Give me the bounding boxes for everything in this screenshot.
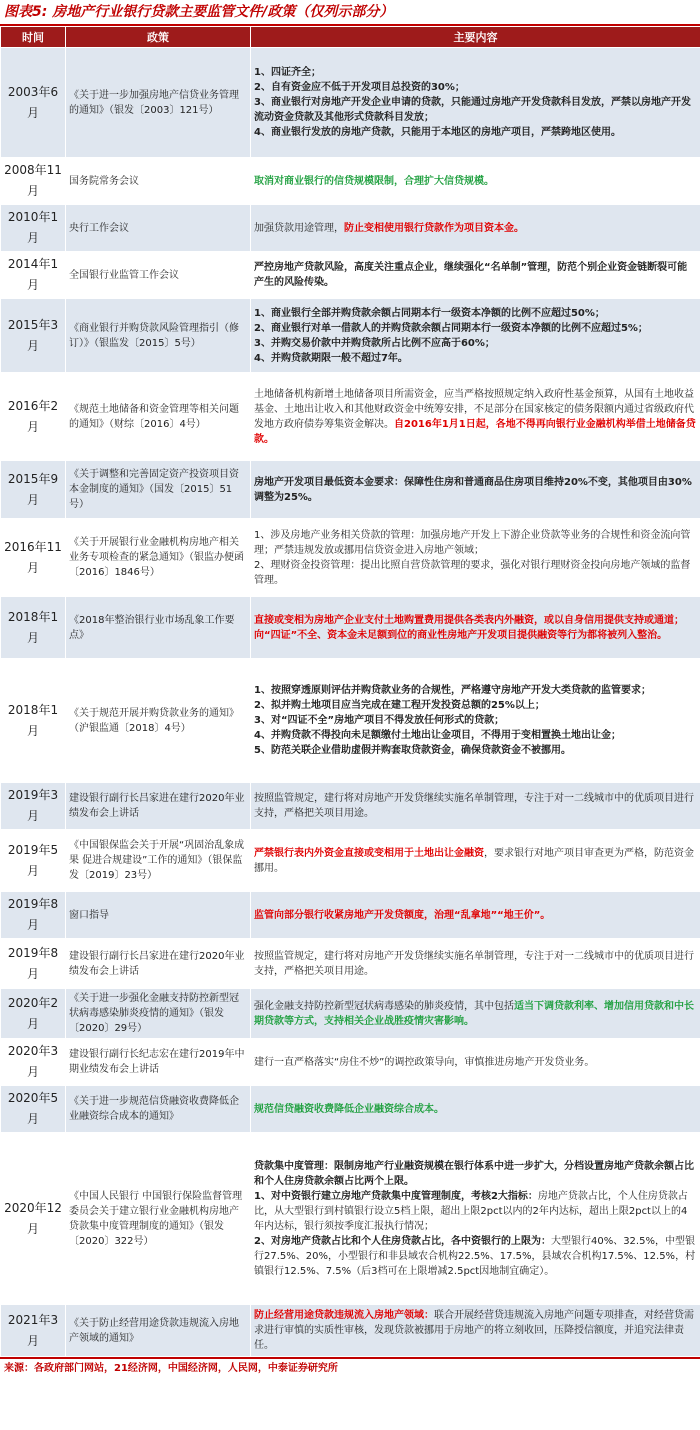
- row-content: [251, 48, 700, 158]
- content-segment: 3、并购交易价款中并购贷款所占比例不应高于60%；: [254, 337, 495, 349]
- row-time: 2016年11月: [1, 519, 66, 597]
- content-line: [254, 713, 697, 728]
- content-line: [254, 791, 697, 821]
- content-segment: 3、商业银行对房地产开发企业申请的贷款，只能通过房地产开发贷款科目发放，严禁以房地产开发流动资金贷款及其他形式贷款科目发放；: [254, 97, 691, 123]
- content-segment: 1、四证齐全；: [254, 67, 321, 78]
- content-segment: 1、对中资银行建立房地产贷款集中度管理制度，考核2大指标：: [254, 1190, 538, 1202]
- content-segment: 4、并购贷款期限一般不超过7年。: [254, 352, 408, 364]
- row-content: [251, 519, 700, 597]
- row-policy: 建设银行副行长纪志宏在建行2019年中期业绩发布会上讲话: [66, 1039, 251, 1086]
- content-line: [254, 698, 697, 713]
- source-note: 来源：各政府部门网站，21经济网，中国经济网，人民网，中泰证券研究所: [0, 1357, 700, 1379]
- content-line: [254, 1055, 697, 1070]
- content-line: [254, 221, 697, 236]
- row-content: [251, 205, 700, 252]
- table-row: [1, 461, 700, 519]
- content-line: [254, 65, 697, 80]
- row-time: 2003年6月: [1, 48, 66, 158]
- row-content: [251, 659, 700, 783]
- content-line: [254, 949, 697, 979]
- row-time: 2020年12月: [1, 1133, 66, 1305]
- content-segment: 规范信贷融资收费降低企业融资综合成本。: [254, 1103, 444, 1115]
- content-segment: 严禁银行表内外资金直接或变相用于土地出让金融资: [254, 847, 484, 859]
- content-segment: 建行一直严格落实“房住不炒”的调控政策导向，审慎推进房地产开发贷业务。: [254, 1056, 595, 1068]
- content-segment: 直接或变相为房地产企业支付土地购置费用提供各类表内外融资，或以自身信用提供支持或通道；向“四证”不全、资本金未足额到位的商业性房地产开发项目提供融资等行为都将被列入整治。: [254, 614, 684, 641]
- content-line: [254, 260, 697, 290]
- content-line: [254, 95, 697, 125]
- table-row: [1, 205, 700, 252]
- row-content: [251, 252, 700, 299]
- row-time: 2008年11月: [1, 158, 66, 205]
- content-line: [254, 387, 697, 447]
- content-segment: 贷款集中度管理：限制房地产行业融资规模在银行体系中进一步扩大，分档设置房地产贷款余额占比和个人住房贷款余额占比两个上限。: [254, 1160, 694, 1187]
- content-segment: 按照监管规定，建行将对房地产开发贷继续实施名单制管理，专注于对一二线城市中的优质项目进行支持，严格把关项目用途。: [254, 793, 694, 819]
- row-policy: 《关于进一步规范信贷融资收费降低企业融资综合成本的通知》: [66, 1086, 251, 1133]
- table-row: [1, 892, 700, 939]
- row-policy: 《关于调整和完善固定资产投资项目资本金制度的通知》（国发〔2015〕51号）: [66, 461, 251, 519]
- row-content: [251, 1086, 700, 1133]
- content-segment: 2、拟并购土地项目应当完成在建工程开发投资总额的25%以上；: [254, 700, 545, 711]
- row-content: [251, 597, 700, 659]
- content-segment: 1、商业银行全部并购贷款余额占同期本行一级资本净额的比例不应超过50%；: [254, 307, 605, 319]
- content-segment: 防止经营用途贷款违规流入房地产领域：: [254, 1310, 434, 1321]
- content-line: [254, 174, 697, 189]
- content-line: [254, 743, 697, 758]
- row-policy: 《关于开展银行业金融机构房地产相关业务专项检查的紧急通知》（银监办便函〔2016〕1846号）: [66, 519, 251, 597]
- header-time: 时间: [1, 27, 66, 48]
- row-policy: 《中国人民银行 中国银行保险监督管理委员会关于建立银行业金融机构房地产贷款集中度管理制度的通知》（银发〔2020〕322号）: [66, 1133, 251, 1305]
- row-content: [251, 373, 700, 461]
- content-segment: 大型银行40%、32.5%，中型银行27.5%、20%，小型银行和非县域农合机构22.5%、17.5%，县域农合机构17.5%、12.5%，村镇银行12.5%、7.5%（后3档可在上限增减2.5pct因地制宜确定）。: [254, 1235, 696, 1277]
- content-line: [254, 728, 697, 743]
- table-row: [1, 989, 700, 1039]
- content-segment: 房地产贷款占比，个人住房贷款占比，从大型银行到村镇银行设立5档上限，超出上限2pct以内的2年内达标，超出上限2pct以上的4年内达标，银行须按季度汇报执行情况；: [254, 1190, 688, 1232]
- row-time: 2019年8月: [1, 892, 66, 939]
- table-row: [1, 373, 700, 461]
- row-time: 2020年3月: [1, 1039, 66, 1086]
- row-policy: 《关于规范开展并购贷款业务的通知》（沪银监通〔2018〕4号）: [66, 659, 251, 783]
- header-policy: 政策: [66, 27, 251, 48]
- row-content: [251, 892, 700, 939]
- content-line: [254, 80, 697, 95]
- content-line: [254, 1234, 697, 1279]
- row-content: [251, 1133, 700, 1305]
- row-time: 2019年3月: [1, 783, 66, 830]
- table-row: [1, 1305, 700, 1357]
- row-time: 2015年3月: [1, 299, 66, 373]
- policy-table: [0, 26, 700, 1357]
- row-policy: 《中国银保监会关于开展“巩固治乱象成果 促进合规建设”工作的通知》（银保监发〔2019〕23号）: [66, 830, 251, 892]
- content-line: [254, 999, 697, 1029]
- row-policy: 全国银行业监管工作会议: [66, 252, 251, 299]
- row-policy: 《关于防止经营用途贷款违规流入房地产领域的通知》: [66, 1305, 251, 1357]
- table-row: [1, 659, 700, 783]
- content-segment: 取消对商业银行的信贷规模限制，合理扩大信贷规模。: [254, 175, 494, 187]
- row-time: 2021年3月: [1, 1305, 66, 1357]
- row-policy: 建设银行副行长吕家进在建行2020年业绩发布会上讲话: [66, 783, 251, 830]
- header-content: 主要内容: [251, 27, 700, 48]
- table-row: [1, 597, 700, 659]
- row-policy: 《规范土地储备和资金管理等相关问题的通知》（财综〔2016〕4号）: [66, 373, 251, 461]
- row-content: [251, 939, 700, 989]
- content-segment: 联合开展经营贷违规流入房地产问题专项排查，对经营贷需求进行审慎的实质性审核，发现贷款被挪用于房地产的将立刻收回，压降授信额度，并追究法律责任。: [254, 1310, 694, 1351]
- content-segment: 1、涉及房地产业务相关贷款的管理：加强房地产开发上下游企业贷款等业务的合规性和资金流向管理；严禁违规发放或挪用信贷资金进入房地产领域；: [254, 529, 691, 556]
- table-row: [1, 783, 700, 830]
- figure-title: 图表5: 房地产行业银行贷款主要监管文件/政策（仅列示部分）: [0, 0, 700, 26]
- row-policy: 《商业银行并购贷款风险管理指引（修订）》（银监发〔2015〕5号）: [66, 299, 251, 373]
- row-content: [251, 830, 700, 892]
- content-segment: 2、商业银行对单一借款人的并购贷款余额占同期本行一级资本净额的比例不应超过5%；: [254, 322, 648, 334]
- content-segment: 房地产开发项目最低资本金要求：保障性住房和普通商品住房项目维持20%不变，其他项目由30%调整为25%。: [254, 476, 692, 503]
- content-line: [254, 1308, 697, 1353]
- table-row: [1, 830, 700, 892]
- content-segment: 加强贷款用途管理，: [254, 222, 344, 234]
- content-segment: 2、自有资金应不低于开发项目总投资的30%；: [254, 82, 465, 93]
- content-segment: 防止变相使用银行贷款作为项目资本金。: [344, 222, 524, 234]
- content-line: [254, 846, 697, 876]
- content-line: [254, 475, 697, 505]
- row-time: 2016年2月: [1, 373, 66, 461]
- content-segment: 4、商业银行发放的房地产贷款，只能用于本地区的房地产项目，严禁跨地区使用。: [254, 127, 621, 138]
- content-line: [254, 351, 697, 366]
- content-line: [254, 321, 697, 336]
- table-row: [1, 939, 700, 989]
- table-row: [1, 299, 700, 373]
- table-row: [1, 1039, 700, 1086]
- row-time: 2018年1月: [1, 597, 66, 659]
- row-time: 2015年9月: [1, 461, 66, 519]
- row-time: 2020年5月: [1, 1086, 66, 1133]
- content-segment: 土地储备机构新增土地储备项目所需资金，应当严格按照规定纳入政府性基金预算，从国有土地收益基金、土地出让收入和其他财政资金中统筹安排，不足部分在国家核定的债务限额内通过省级政府代发地方政府债券筹集资金解决。: [254, 388, 694, 430]
- row-policy: 《2018年整治银行业市场乱象工作要点》: [66, 597, 251, 659]
- content-line: [254, 1189, 697, 1234]
- table-row: [1, 158, 700, 205]
- row-content: [251, 1305, 700, 1357]
- row-content: [251, 989, 700, 1039]
- content-segment: 按照监管规定，建行将对房地产开发贷继续实施名单制管理，专注于对一二线城市中的优质项目进行支持，严格把关项目用途。: [254, 950, 694, 977]
- content-segment: 监管向部分银行收紧房地产开发贷额度，治理“乱拿地”“地王价”。: [254, 909, 551, 921]
- content-segment: 2、对房地产贷款占比和个人住房贷款占比，各中资银行的上限为：: [254, 1235, 551, 1247]
- content-segment: 适当下调贷款利率、增加信用贷款和中长期贷款等方式，支持相关企业战胜疫情灾害影响。: [254, 1000, 694, 1027]
- row-time: 2019年5月: [1, 830, 66, 892]
- content-segment: 自2016年1月1日起，各地不得再向银行业金融机构举借土地储备贷款。: [254, 418, 696, 445]
- content-segment: 严控房地产贷款风险，高度关注重点企业，继续强化“名单制”管理，防范个别企业资金链断裂可能产生的风险传染。: [254, 262, 688, 288]
- row-policy: 《关于进一步加强房地产信贷业务管理的通知》（银发〔2003〕121号）: [66, 48, 251, 158]
- content-segment: ，要求银行对地产项目审查更为严格，防范资金挪用。: [254, 847, 694, 874]
- content-segment: 1、按照穿透原则评估并购贷款业务的合规性，严格遵守房地产开发大类贷款的监管要求；: [254, 685, 651, 696]
- table-row: [1, 48, 700, 158]
- row-policy: 建设银行副行长吕家进在建行2020年业绩发布会上讲话: [66, 939, 251, 989]
- content-line: [254, 125, 697, 140]
- table-row: [1, 1133, 700, 1305]
- content-line: [254, 528, 697, 558]
- row-content: [251, 461, 700, 519]
- row-time: 2019年8月: [1, 939, 66, 989]
- row-policy: 窗口指导: [66, 892, 251, 939]
- table-header-row: [1, 27, 700, 48]
- table-row: [1, 1086, 700, 1133]
- row-time: 2020年2月: [1, 989, 66, 1039]
- content-line: [254, 306, 697, 321]
- content-segment: 3、对“四证不全”房地产项目不得发放任何形式的贷款；: [254, 715, 505, 726]
- content-line: [254, 1159, 697, 1189]
- content-segment: 4、并购贷款不得投向未足额缴付土地出让金项目，不得用于变相置换土地出让金；: [254, 730, 621, 741]
- row-time: 2014年1月: [1, 252, 66, 299]
- content-line: [254, 1102, 697, 1117]
- row-content: [251, 783, 700, 830]
- content-segment: 5、防范关联企业借助虚假并购套取贷款资金，确保贷款资金不被挪用。: [254, 745, 571, 756]
- row-time: 2018年1月: [1, 659, 66, 783]
- row-time: 2010年1月: [1, 205, 66, 252]
- row-policy: 国务院常务会议: [66, 158, 251, 205]
- row-policy: 《关于进一步强化金融支持防控新型冠状病毒感染肺炎疫情的通知》（银发〔2020〕29号）: [66, 989, 251, 1039]
- content-segment: 2、理财资金投资管理：提出比照自营贷款管理的要求，强化对银行理财资金投向房地产领域的监督管理。: [254, 559, 691, 586]
- content-line: [254, 683, 697, 698]
- row-content: [251, 1039, 700, 1086]
- content-line: [254, 908, 697, 923]
- content-line: [254, 336, 697, 351]
- content-line: [254, 613, 697, 643]
- row-content: [251, 158, 700, 205]
- content-line: [254, 558, 697, 588]
- row-policy: 央行工作会议: [66, 205, 251, 252]
- content-segment: 强化金融支持防控新型冠状病毒感染的肺炎疫情，其中包括: [254, 1000, 514, 1012]
- table-row: [1, 519, 700, 597]
- row-content: [251, 299, 700, 373]
- table-row: [1, 252, 700, 299]
